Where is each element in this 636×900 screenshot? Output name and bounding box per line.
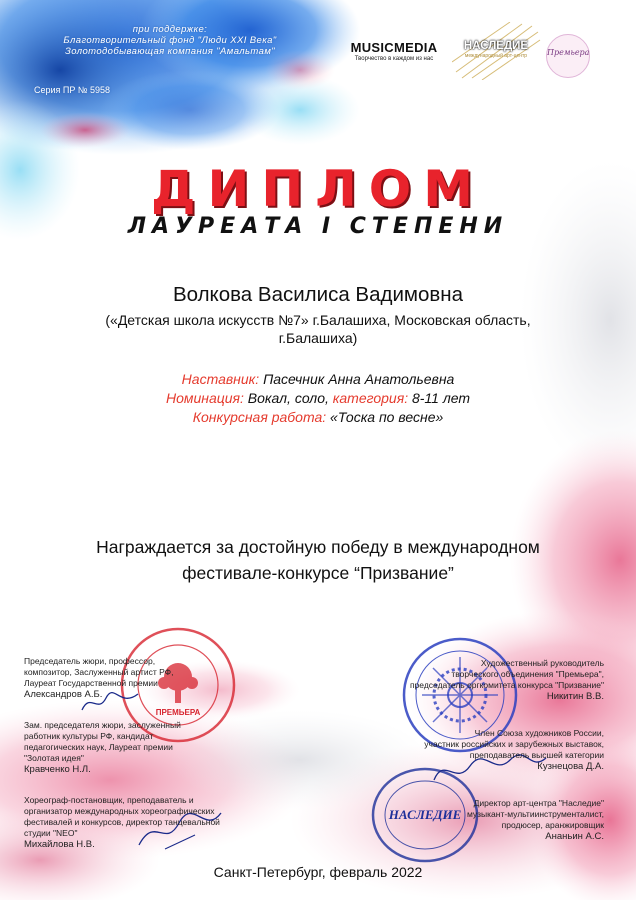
mentor-label: Наставник: xyxy=(181,371,260,387)
award-line: фестивале-конкурсе “Призвание” xyxy=(182,563,454,583)
signature-title-line: Лауреат Государственной премии xyxy=(24,678,158,688)
category-value: 8-11 лет xyxy=(411,390,471,406)
premiera-logo-text: Премьера xyxy=(547,48,590,57)
signature-name: Михайлова Н.В. xyxy=(24,839,95,850)
signature-title-line: организатор международных хореографических xyxy=(24,806,215,816)
signature-title-line: творческого объединения "Премьера", xyxy=(451,669,604,679)
work-label: Конкурсная работа: xyxy=(192,409,327,425)
signature-block-right-2 xyxy=(364,728,604,772)
mentor-value: Пасечник Анна Анатольевна xyxy=(263,371,455,387)
signature-name: Никитин В.В. xyxy=(546,691,604,702)
school-line: г.Балашиха) xyxy=(278,330,358,346)
musicmedia-title: MUSICMEDIA xyxy=(350,40,438,55)
signature-name: Ананьин А.С. xyxy=(545,831,604,842)
work-row xyxy=(0,408,636,427)
signature-name: Кузнецова Д.А. xyxy=(537,761,604,772)
signature-title-line: Директор арт-центра "Наследие" xyxy=(473,798,604,808)
city-date: Санкт-Петербург, февраль 2022 xyxy=(213,864,423,880)
nasledie-subtitle: международный арт-центр xyxy=(464,53,528,59)
musicmedia-subtitle: Творчество в каждом из нас xyxy=(354,56,434,62)
signature-block-right-1 xyxy=(364,658,604,702)
signature-title-line: Хореограф-постановщик, преподаватель и xyxy=(24,795,194,805)
mentor-row xyxy=(0,370,636,389)
signature-title-line: фестивалей и конкурсов, директор танцевальной xyxy=(24,817,220,827)
stamp-nasledie-label: НАСЛЕДИЕ xyxy=(388,807,462,822)
signature-title-line: Член Союза художников России, xyxy=(474,728,604,738)
support-block xyxy=(20,24,320,57)
details-block xyxy=(0,370,636,427)
award-line: Награждается за достойную победу в международном xyxy=(96,537,540,557)
musicmedia-logo xyxy=(335,40,453,62)
signature-title-line: председатель оргкомитета конкурса "Призвание" xyxy=(409,680,604,690)
signature-title-line: преподаватель высшей категории xyxy=(469,750,604,760)
award-statement xyxy=(0,534,636,586)
support-line: Золотодобывающая компания "Амальтам" xyxy=(64,46,276,57)
recipient-name: Волкова Василиса Вадимовна xyxy=(172,283,464,306)
signature-block-left-2 xyxy=(24,720,224,775)
diploma-title: ДИПЛОМ xyxy=(150,160,485,218)
nasledie-title: НАСЛЕДИЕ xyxy=(463,40,529,52)
nasledie-logo xyxy=(455,40,537,59)
category-label: категория: xyxy=(332,390,409,406)
work-value: «Тоска по весне» xyxy=(330,409,444,425)
signature-title-line: "Золотая идея" xyxy=(24,753,84,763)
signature-title-line: Председатель жюри, профессор, xyxy=(24,656,156,666)
series-number: Серия ПР № 5958 xyxy=(34,85,111,95)
nomination-label: Номинация: xyxy=(165,390,244,406)
support-line: при поддержке: xyxy=(132,24,208,35)
signature-title-line: работник культуры РФ, кандидат xyxy=(24,731,154,741)
signature-title-line: композитор, Заслуженный артист РФ, xyxy=(24,667,174,677)
signature-title-line: Художественный руководитель xyxy=(480,658,604,668)
nomination-row xyxy=(0,389,636,408)
signature-title-line: студии "NEO" xyxy=(24,828,78,838)
signature-name: Александров А.Б. xyxy=(24,689,103,700)
school-line: («Детская школа искусств №7» г.Балашиха, Московская область, xyxy=(105,312,531,328)
signature-block-right-3 xyxy=(364,798,604,842)
signature-title-line: продюсер, аранжировщик xyxy=(501,820,604,830)
signature-title-line: музыкант-мультиинструменталист, xyxy=(466,809,604,819)
signature-title-line: педагогических наук, Лауреат премии xyxy=(24,742,173,752)
support-line: Благотворительный фонд "Люди XXI Века" xyxy=(63,35,277,46)
signature-title-line: Зам. председателя жюри, заслуженный xyxy=(24,720,181,730)
signature-name: Кравченко Н.Л. xyxy=(24,764,91,775)
signature-title-line: участник российских и зарубежных выставок, xyxy=(424,739,604,749)
laureate-degree: ЛАУРЕАТА I СТЕПЕНИ xyxy=(127,214,509,239)
recipient-school xyxy=(60,311,576,347)
stamp-label: ПРЕМЬЕРА xyxy=(155,708,201,717)
premiera-logo xyxy=(546,34,590,78)
nomination-value: Вокал, соло, xyxy=(247,390,329,406)
signature-block-left-1 xyxy=(24,656,224,700)
signature-block-left-3 xyxy=(24,795,224,850)
